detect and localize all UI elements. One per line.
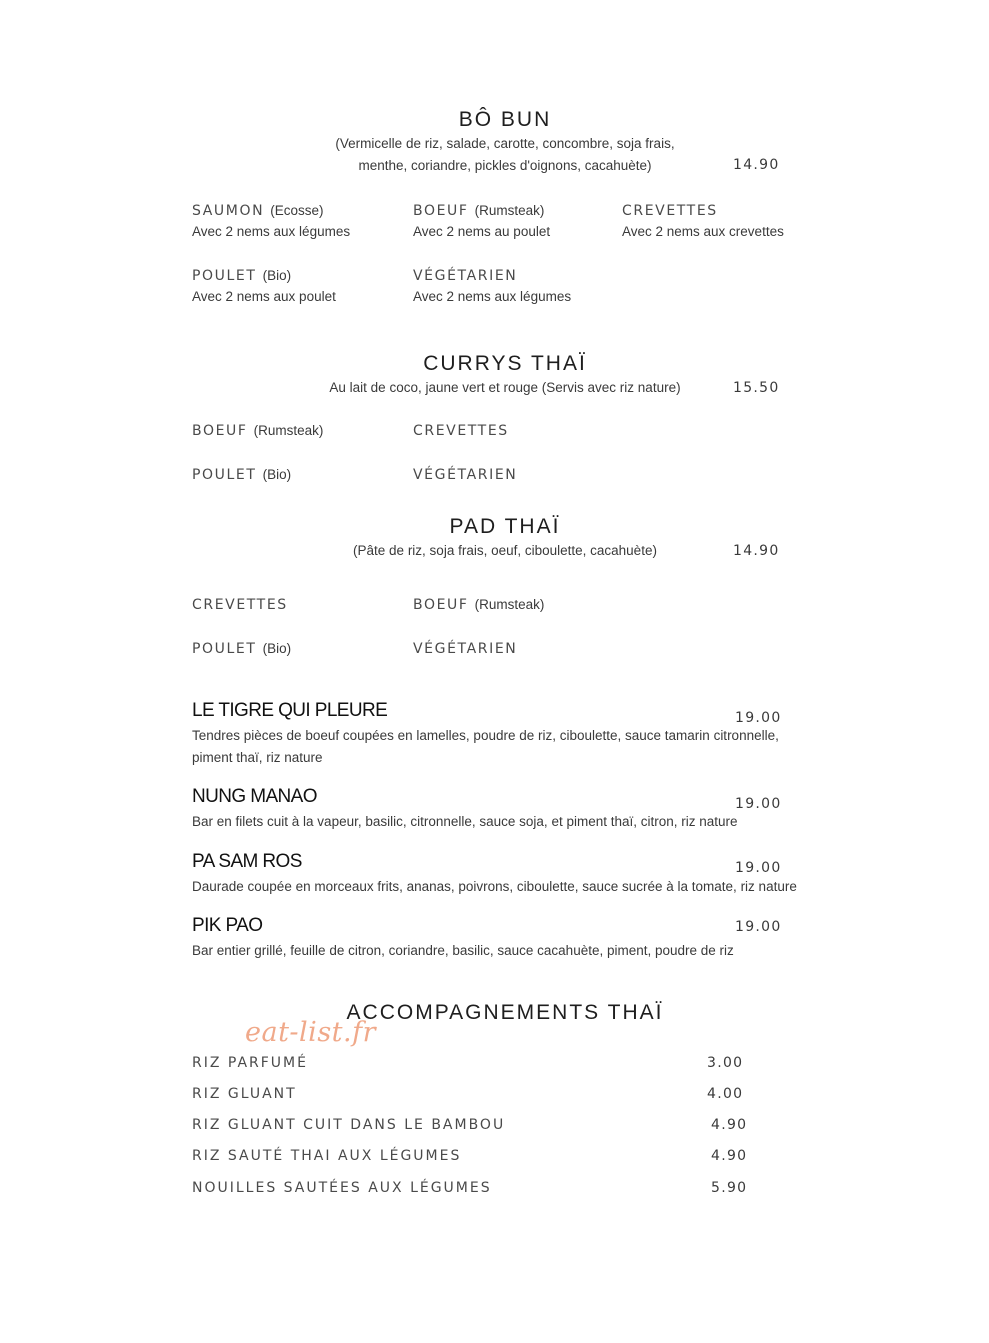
option-subtext: Avec 2 nems au poulet [413,224,551,239]
dish-title-nung-manao: NUNG MANAO [192,786,317,807]
option-note: (Rumsteak) [253,423,324,438]
section-title-bo-bun: BÔ BUN [458,108,552,131]
option-name: POULET [192,268,257,284]
option-name: BOEUF [413,203,469,219]
option-name: POULET [192,641,257,657]
section-title-pad-thai: PAD THAÏ [449,515,561,538]
option-name: CREVETTES [413,423,509,439]
option-note: (Bio) [262,641,292,656]
side-item-price: 3.00 [707,1055,744,1071]
pad-thai-description: (Pâte de riz, soja frais, oeuf, ciboulette, cacahuète) [353,543,657,558]
dish-price-pa-sam-ros: 19.00 [735,860,782,876]
currys-price: 15.50 [733,380,780,396]
watermark: eat-list.fr [245,1017,377,1048]
bo-bun-option-poulet [192,268,336,304]
option-note: (Bio) [262,268,292,283]
side-item-name: RIZ SAUTÉ THAI AUX LÉGUMES [192,1148,462,1164]
option-name: VÉGÉTARIEN [413,641,518,657]
side-item-price: 4.90 [711,1148,748,1164]
option-name: VÉGÉTARIEN [413,467,518,483]
option-name: BOEUF [192,423,248,439]
dish-description-pik-pao: Bar entier grillé, feuille de citron, coriandre, basilic, sauce cacahuète, piment, poudre de riz [192,943,734,958]
bo-bun-option-boeuf [413,203,550,239]
pad-thai-option-crevettes [192,597,288,613]
dish-price-nung-manao: 19.00 [735,796,782,812]
dish-title-pa-sam-ros: PA SAM ROS [192,851,302,872]
side-item-price: 5.90 [711,1180,748,1196]
option-note: (Rumsteak) [474,597,545,612]
option-name: VÉGÉTARIEN [413,268,518,284]
pad-thai-option-vegetarien [413,641,517,657]
bo-bun-price: 14.90 [733,157,780,173]
bo-bun-description-line-2: menthe, coriandre, pickles d'oignons, cacahuète) [358,158,652,173]
currys-option-boeuf [192,423,323,439]
currys-description: Au lait de coco, jaune vert et rouge (Servis avec riz nature) [329,380,681,395]
option-subtext: Avec 2 nems aux légumes [192,224,351,239]
pad-thai-option-boeuf [413,597,544,613]
option-subtext: Avec 2 nems aux crevettes [622,224,784,239]
bo-bun-option-crevettes [622,203,784,239]
bo-bun-option-saumon [192,203,350,239]
option-name: SAUMON [192,203,265,219]
dish-title-pik-pao: PIK PAO [192,915,263,936]
pad-thai-price: 14.90 [733,543,780,559]
option-note: (Ecosse) [270,203,324,218]
option-subtext: Avec 2 nems aux légumes [413,289,572,304]
currys-option-poulet [192,467,291,483]
dish-description-pa-sam-ros: Daurade coupée en morceaux frits, ananas, poivrons, ciboulette, sauce sucrée à la tomate, riz nature [192,879,797,894]
option-name: CREVETTES [622,203,718,219]
side-item-name: RIZ GLUANT [192,1086,297,1102]
dish-price-le-tigre-qui-pleure: 19.00 [735,710,782,726]
bo-bun-description-line-1: (Vermicelle de riz, salade, carotte, concombre, soja frais, [335,136,675,151]
option-name: BOEUF [413,597,469,613]
dish-description-le-tigre-qui-pleure: Tendres pièces de boeuf coupées en lamelles, poudre de riz, ciboulette, sauce tamarin citronnelle, piment thaï, riz nature [192,728,779,765]
side-item-price: 4.00 [707,1086,744,1102]
dish-description-nung-manao: Bar en filets cuit à la vapeur, basilic, citronnelle, sauce soja, et piment thaï, citron, riz nature [192,814,738,829]
currys-option-vegetarien [413,467,517,483]
option-name: CREVETTES [192,597,288,613]
dish-title-le-tigre-qui-pleure: LE TIGRE QUI PLEURE [192,700,388,721]
pad-thai-option-poulet [192,641,291,657]
side-item-name: NOUILLES SAUTÉES AUX LÉGUMES [192,1180,492,1196]
option-note: (Rumsteak) [474,203,545,218]
section-title-currys: CURRYS THAÏ [423,352,587,375]
side-item-name: RIZ GLUANT CUIT DANS LE BAMBOU [192,1117,506,1133]
option-name: POULET [192,467,257,483]
side-item-name: RIZ PARFUMÉ [192,1055,308,1071]
side-item-price: 4.90 [711,1117,748,1133]
currys-option-crevettes [413,423,509,439]
dish-price-pik-pao: 19.00 [735,919,782,935]
section-title-accompagnements: ACCOMPAGNEMENTS THAÏ [346,1001,664,1024]
option-subtext: Avec 2 nems aux poulet [192,289,336,304]
option-note: (Bio) [262,467,292,482]
bo-bun-option-vegetarien [413,268,571,304]
